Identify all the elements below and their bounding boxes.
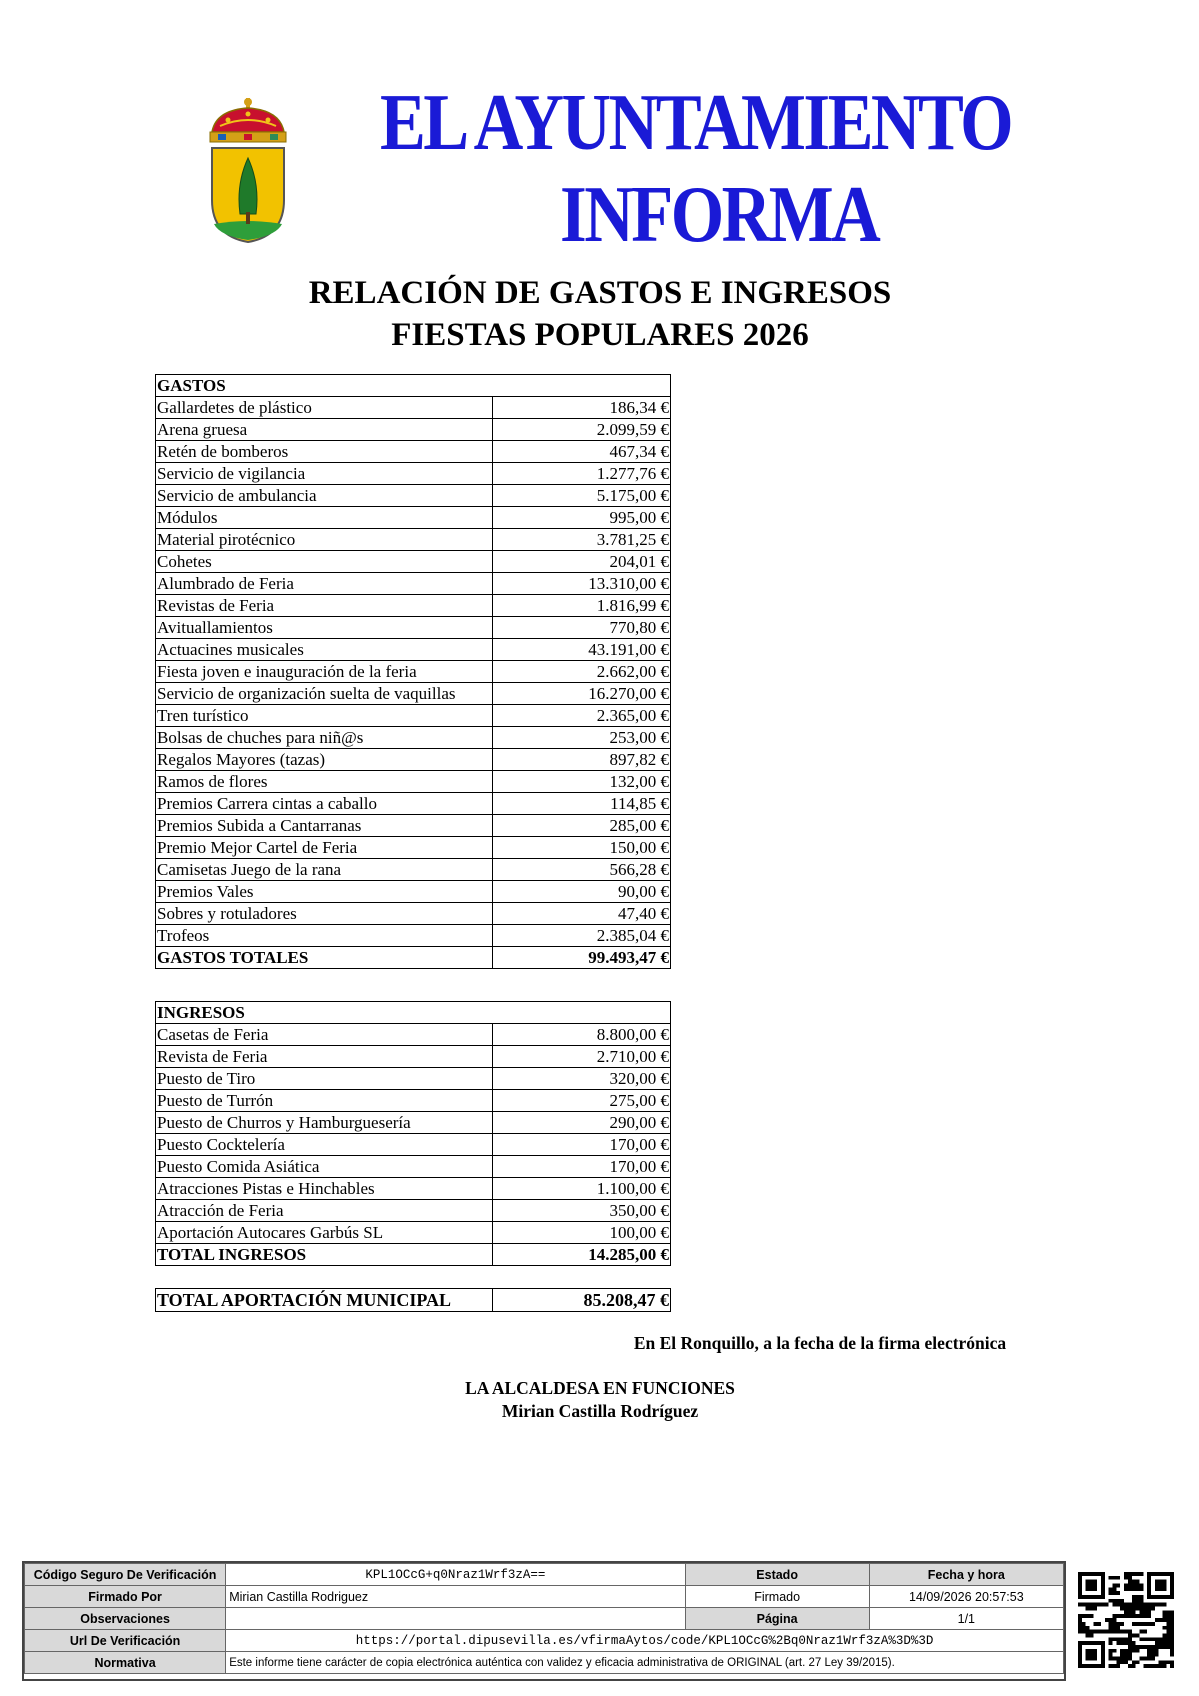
amount-cell: 8.800,00 € [493,1024,671,1046]
income-body [156,1002,671,1266]
amount-cell: 170,00 € [493,1156,671,1178]
concept-cell: Atracción de Feria [156,1200,493,1222]
expense-row [156,793,671,815]
estado-label: Estado [685,1564,869,1586]
amount-cell: 467,34 € [493,441,671,463]
expense-row [156,683,671,705]
expense-row [156,507,671,529]
amount-cell: 170,00 € [493,1134,671,1156]
estado-value: Firmado [685,1586,869,1608]
expense-row [156,705,671,727]
expense-row [156,551,671,573]
amount-cell: 2.099,59 € [493,419,671,441]
expense-row [156,881,671,903]
concept-cell: Revistas de Feria [156,595,493,617]
normativa-value: Este informe tiene carácter de copia electrónica auténtica con validez y eficacia administrativa de ORIGINAL (art. 27 Ley 39/2015). [226,1652,1064,1674]
amount-cell: 150,00 € [493,837,671,859]
verification-row [25,1564,1064,1586]
ingresos-total-label: TOTAL INGRESOS [156,1244,493,1266]
expense-row [156,661,671,683]
expense-row [156,463,671,485]
amount-cell: 897,82 € [493,749,671,771]
ingresos-total-row [156,1244,671,1266]
normativa-label: Normativa [25,1652,226,1674]
verification-row [25,1630,1064,1652]
concept-cell: Premios Subida a Cantarranas [156,815,493,837]
expense-row [156,529,671,551]
concept-cell: Atracciones Pistas e Hinchables [156,1178,493,1200]
gastos-total-label: GASTOS TOTALES [156,947,493,969]
concept-cell: Puesto de Tiro [156,1068,493,1090]
concept-cell: Servicio de ambulancia [156,485,493,507]
amount-cell: 16.270,00 € [493,683,671,705]
headline-line-2: INFORMA [560,171,879,259]
concept-cell: Camisetas Juego de la rana [156,859,493,881]
gastos-total-row [156,947,671,969]
concept-cell: Cohetes [156,551,493,573]
concept-cell: Trofeos [156,925,493,947]
firmado-label: Firmado Por [25,1586,226,1608]
expense-row [156,925,671,947]
expense-row [156,419,671,441]
amount-cell: 204,01 € [493,551,671,573]
amount-cell: 253,00 € [493,727,671,749]
concept-cell: Sobres y rotuladores [156,903,493,925]
verification-table [24,1563,1064,1674]
expenses-heading-row [156,375,671,397]
observaciones-value [226,1608,685,1630]
title-line-2: FIESTAS POPULARES 2026 [391,317,809,353]
amount-cell: 290,00 € [493,1112,671,1134]
gastos-total-value: 99.493,47 € [493,947,671,969]
expenses-table [155,374,671,969]
concept-cell: Premio Mejor Cartel de Feria [156,837,493,859]
income-row [156,1024,671,1046]
municipal-contribution-value: 85.208,47 € [493,1289,671,1312]
concept-cell: Retén de bomberos [156,441,493,463]
amount-cell: 47,40 € [493,903,671,925]
income-table [155,1001,671,1266]
municipal-contribution-label: TOTAL APORTACIÓN MUNICIPAL [156,1289,493,1312]
municipal-contribution-row [156,1289,671,1312]
concept-cell: Avituallamientos [156,617,493,639]
expense-row [156,485,671,507]
concept-cell: Material pirotécnico [156,529,493,551]
amount-cell: 320,00 € [493,1068,671,1090]
ingresos-total-value: 14.285,00 € [493,1244,671,1266]
verification-row [25,1608,1064,1630]
amount-cell: 350,00 € [493,1200,671,1222]
concept-cell: Alumbrado de Feria [156,573,493,595]
income-heading: INGRESOS [156,1002,671,1024]
amount-cell: 1.100,00 € [493,1178,671,1200]
concept-cell: Servicio de organización suelta de vaquillas [156,683,493,705]
concept-cell: Módulos [156,507,493,529]
signature-block [380,1377,820,1423]
expense-row [156,595,671,617]
signer-role: LA ALCALDESA EN FUNCIONES [465,1378,735,1398]
concept-cell: Servicio de vigilancia [156,463,493,485]
url-label: Url De Verificación [25,1630,226,1652]
concept-cell: Casetas de Feria [156,1024,493,1046]
qr-code-icon [1078,1572,1174,1668]
amount-cell: 2.365,00 € [493,705,671,727]
income-row [156,1134,671,1156]
concept-cell: Puesto Cocktelería [156,1134,493,1156]
concept-cell: Premios Carrera cintas a caballo [156,793,493,815]
concept-cell: Puesto de Churros y Hamburguesería [156,1112,493,1134]
amount-cell: 5.175,00 € [493,485,671,507]
amount-cell: 114,85 € [493,793,671,815]
concept-cell: Fiesta joven e inauguración de la feria [156,661,493,683]
csv-label: Código Seguro De Verificación [25,1564,226,1586]
income-row [156,1178,671,1200]
amount-cell: 186,34 € [493,397,671,419]
concept-cell: Actuacines musicales [156,639,493,661]
verification-row [25,1586,1064,1608]
expense-row [156,837,671,859]
concept-cell: Puesto Comida Asiática [156,1156,493,1178]
title-line-1: RELACIÓN DE GASTOS E INGRESOS [308,275,892,311]
amount-cell: 1.816,99 € [493,595,671,617]
amount-cell: 43.191,00 € [493,639,671,661]
expense-row [156,749,671,771]
expense-row [156,397,671,419]
amount-cell: 770,80 € [493,617,671,639]
amount-cell: 90,00 € [493,881,671,903]
concept-cell: Ramos de flores [156,771,493,793]
verification-box [22,1561,1066,1681]
pagina-label: Página [685,1608,869,1630]
verification-url-link[interactable]: https://portal.dipusevilla.es/vfirmaAytos/code/KPL1OCcG%2Bq0Nraz1Wrf3zA%3D%3D [226,1630,1064,1652]
amount-cell: 132,00 € [493,771,671,793]
amount-cell: 3.781,25 € [493,529,671,551]
income-row [156,1112,671,1134]
income-row [156,1156,671,1178]
amount-cell: 995,00 € [493,507,671,529]
amount-cell: 2.710,00 € [493,1046,671,1068]
concept-cell: Arena gruesa [156,419,493,441]
expenses-body [156,375,671,969]
income-row [156,1222,671,1244]
amount-cell: 100,00 € [493,1222,671,1244]
concept-cell: Regalos Mayores (tazas) [156,749,493,771]
expense-row [156,771,671,793]
headline-line-1: EL AYUNTAMIENTO [380,79,1012,167]
fecha-label: Fecha y hora [869,1564,1063,1586]
income-row [156,1068,671,1090]
expense-row [156,859,671,881]
verification-row [25,1652,1064,1674]
amount-cell: 566,28 € [493,859,671,881]
income-row [156,1200,671,1222]
concept-cell: Gallardetes de plástico [156,397,493,419]
municipal-contribution-table [155,1288,671,1312]
amount-cell: 1.277,76 € [493,463,671,485]
concept-cell: Puesto de Turrón [156,1090,493,1112]
income-row [156,1090,671,1112]
place-and-date: En El Ronquillo, a la fecha de la firma electrónica [633,1333,1007,1353]
concept-cell: Tren turístico [156,705,493,727]
amount-cell: 13.310,00 € [493,573,671,595]
concept-cell: Aportación Autocares Garbús SL [156,1222,493,1244]
firmado-value: Mirian Castilla Rodriguez [226,1586,685,1608]
expense-row [156,727,671,749]
amount-cell: 2.385,04 € [493,925,671,947]
income-heading-row [156,1002,671,1024]
concept-cell: Bolsas de chuches para niñ@s [156,727,493,749]
expense-row [156,441,671,463]
income-row [156,1046,671,1068]
announcement-headline [380,78,1020,258]
fecha-value: 14/09/2026 20:57:53 [869,1586,1063,1608]
expense-row [156,815,671,837]
municipal-coat-of-arms [206,96,290,244]
expense-row [156,639,671,661]
amount-cell: 275,00 € [493,1090,671,1112]
observaciones-label: Observaciones [25,1608,226,1630]
concept-cell: Revista de Feria [156,1046,493,1068]
expenses-heading: GASTOS [156,375,671,397]
concept-cell: Premios Vales [156,881,493,903]
expense-row [156,573,671,595]
csv-value: KPL1OCcG+q0Nraz1Wrf3zA== [226,1564,685,1586]
document-title [200,272,1000,356]
pagina-value: 1/1 [869,1608,1063,1630]
expense-row [156,903,671,925]
amount-cell: 285,00 € [493,815,671,837]
amount-cell: 2.662,00 € [493,661,671,683]
expense-row [156,617,671,639]
signer-name: Mirian Castilla Rodríguez [501,1401,699,1421]
